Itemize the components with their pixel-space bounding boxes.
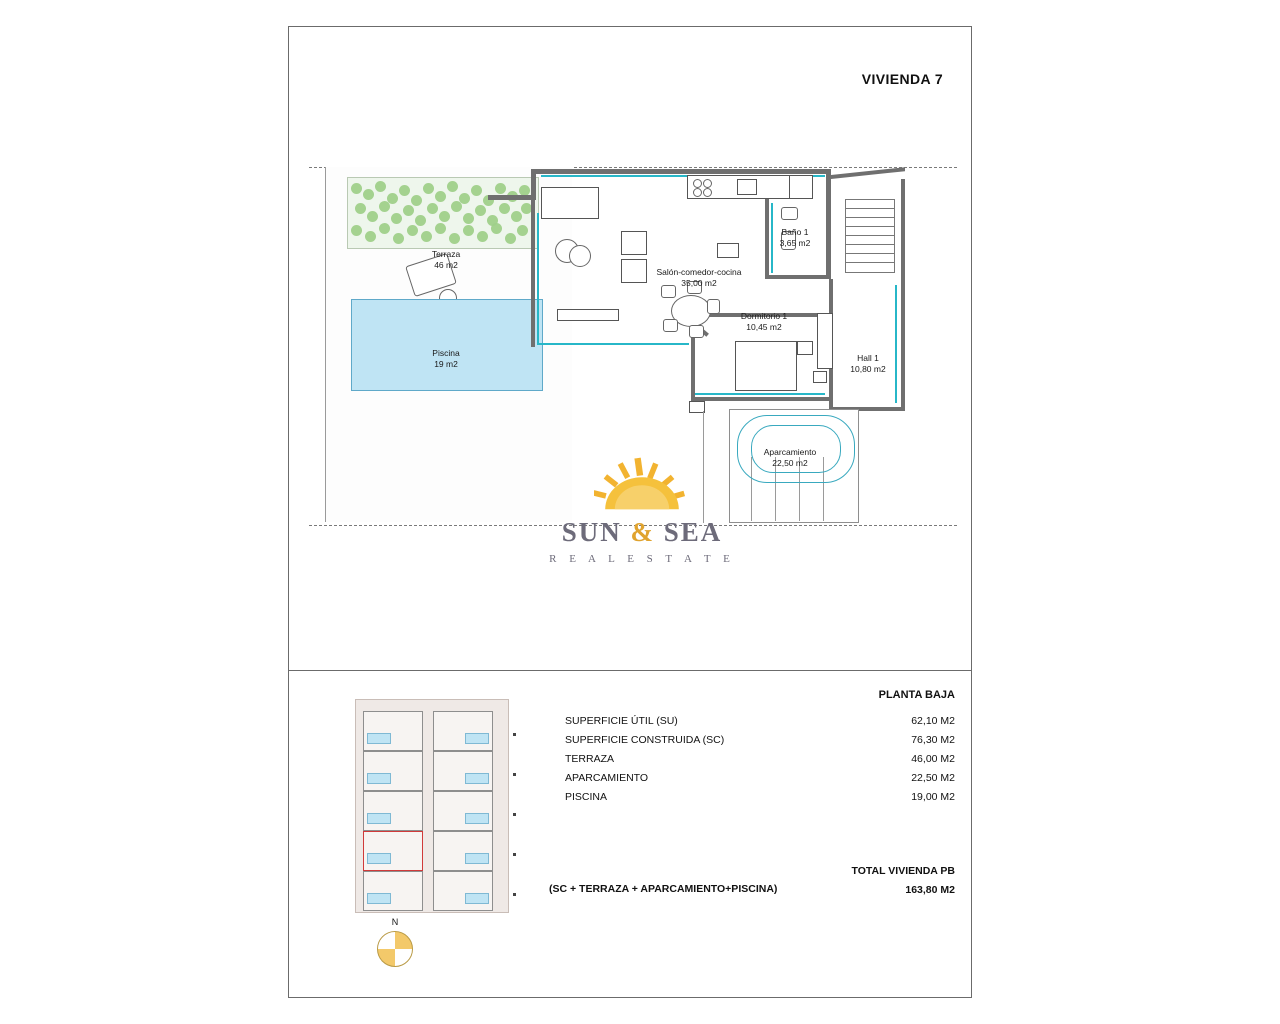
key-plan-unit-2b: [433, 751, 493, 791]
hall-name: Hall 1: [857, 353, 879, 363]
table-row: [565, 730, 955, 749]
row-label: TERRAZA: [565, 752, 615, 765]
row-label: PISCINA: [565, 790, 608, 803]
hob-burner-2: [703, 179, 712, 188]
key-plan-marker-4: [513, 853, 516, 856]
floor-plan-panel: [289, 27, 971, 671]
wall-west-living: [531, 169, 536, 195]
key-plan-pool-1b: [465, 733, 489, 744]
watermark-logo: [547, 457, 737, 597]
hall-label: [823, 353, 913, 375]
pool-area: 19 m2: [434, 359, 458, 369]
compass-rose-icon: [377, 931, 413, 967]
key-plan-pool-3a: [367, 813, 391, 824]
row-value: 76,30 M2: [911, 733, 955, 746]
brand-sea: SEA: [663, 517, 723, 547]
key-plan-marker-3: [513, 813, 516, 816]
brand-ampersand: &: [630, 517, 655, 547]
sink: [737, 179, 757, 195]
table-row: [565, 711, 955, 730]
key-plan-unit-selected: [363, 831, 423, 871]
row-label: APARCAMIENTO: [565, 771, 649, 784]
key-plan-unit-5b: [433, 871, 493, 911]
row-value: 19,00 M2: [911, 790, 955, 803]
key-plan-pool-2a: [367, 773, 391, 784]
table-row: [565, 768, 955, 787]
glazing-living-west: [537, 213, 539, 345]
compass: [367, 917, 423, 977]
bedroom-name: Dormitorio 1: [740, 311, 788, 321]
total-value: 163,80 M2: [905, 884, 955, 896]
bath-name: Baño 1: [781, 227, 809, 237]
key-plan-pool-5a: [367, 893, 391, 904]
schedule-header: PLANTA BAJA: [878, 689, 955, 701]
key-plan-unit-5a: [363, 871, 423, 911]
key-plan: [341, 693, 521, 923]
wall-west-terracewall: [488, 195, 536, 200]
dining-chair-5: [689, 325, 704, 338]
key-plan-unit-1b: [433, 711, 493, 751]
key-plan-marker-5: [513, 893, 516, 896]
parking-name: Aparcamiento: [763, 447, 817, 457]
hob-burner-4: [703, 188, 712, 197]
wall-bedroom-south: [691, 397, 831, 401]
key-plan-unit-1a: [363, 711, 423, 751]
brand-name: [547, 517, 737, 548]
glazing-hall-east: [895, 285, 897, 403]
key-plan-pool-5b: [465, 893, 489, 904]
tv-unit: [557, 309, 619, 321]
key-plan-unit-4b: [433, 831, 493, 871]
row-value: 46,00 M2: [911, 752, 955, 765]
wall-hall-east: [901, 179, 905, 411]
sun-icon: [594, 457, 690, 515]
glazing-living-south: [539, 343, 689, 345]
bedroom-area: 10,45 m2: [746, 322, 782, 332]
hedge-planting: [349, 179, 535, 245]
key-plan-pool-1a: [367, 733, 391, 744]
bath-label: [759, 227, 831, 249]
pool-label: [381, 348, 511, 370]
pool-name: Piscina: [432, 348, 460, 358]
key-plan-pool-2b: [465, 773, 489, 784]
living-label: [619, 267, 779, 289]
tv-screen: [717, 243, 739, 258]
page-title: VIVIENDA 7: [861, 71, 943, 87]
plot-boundary-bottom: [309, 525, 957, 526]
living-name: Salón-comedor-cocina: [656, 267, 742, 277]
key-plan-unit-3b: [433, 791, 493, 831]
key-plan-unit-2a: [363, 751, 423, 791]
row-label: SUPERFICIE ÚTIL (SU): [565, 714, 678, 727]
armchair-1: [621, 231, 647, 255]
table-row: [565, 749, 955, 768]
hall-area: 10,80 m2: [850, 364, 886, 374]
washbasin: [781, 207, 798, 220]
swimming-pool: [351, 299, 543, 391]
drawing-sheet: [288, 26, 972, 998]
terrace-area-value: 46 m2: [434, 260, 458, 270]
wall-hall-north: [831, 167, 905, 179]
key-plan-unit-3a: [363, 791, 423, 831]
wall-east-upper: [826, 169, 831, 277]
coffee-table-b: [569, 245, 591, 267]
key-plan-pool-3b: [465, 813, 489, 824]
key-plan-pool-4a: [367, 853, 391, 864]
row-value: 62,10 M2: [911, 714, 955, 727]
terrace-name: Terraza: [431, 249, 461, 259]
wall-living-southleft: [531, 213, 535, 347]
table-row: [565, 787, 955, 806]
fridge: [789, 175, 813, 199]
wall-bedroom-west: [691, 327, 695, 401]
glazing-bedroom-south: [695, 393, 825, 395]
key-plan-marker-2: [513, 773, 516, 776]
area-table: [565, 711, 955, 806]
bedroom-label: [709, 311, 819, 333]
key-plan-marker-1: [513, 733, 516, 736]
hob-burner-3: [693, 188, 702, 197]
row-value: 22,50 M2: [911, 771, 955, 784]
terrace-area-label: [381, 249, 511, 271]
plan-drawing: [289, 27, 971, 670]
parking-label: [725, 447, 855, 469]
brand-subtitle: R E A L E S T A T E: [549, 553, 735, 565]
parking-area: 22,50 m2: [772, 458, 808, 468]
nightstand: [797, 341, 813, 355]
schedule-panel: [289, 673, 971, 999]
staircase: [845, 199, 893, 277]
dining-chair-4: [663, 319, 678, 332]
compass-north-label: N: [391, 917, 399, 927]
wall-north-living: [531, 169, 831, 174]
bed: [735, 341, 797, 391]
total-label: TOTAL VIVIENDA PB: [851, 865, 955, 877]
site-axis-line: [703, 411, 704, 523]
key-plan-pool-4b: [465, 853, 489, 864]
sofa: [541, 187, 599, 219]
row-label: SUPERFICIE CONSTRUIDA (SC): [565, 733, 725, 746]
brand-sun: SUN: [561, 517, 622, 547]
total-values: [852, 865, 955, 896]
living-area: 35,00 m2: [681, 278, 717, 288]
total-formula: (SC + TERRAZA + APARCAMIENTO+PISCINA): [549, 883, 778, 895]
bath-area: 3,65 m2: [779, 238, 811, 248]
hob-burner-1: [693, 179, 702, 188]
area-schedule: [565, 689, 955, 806]
